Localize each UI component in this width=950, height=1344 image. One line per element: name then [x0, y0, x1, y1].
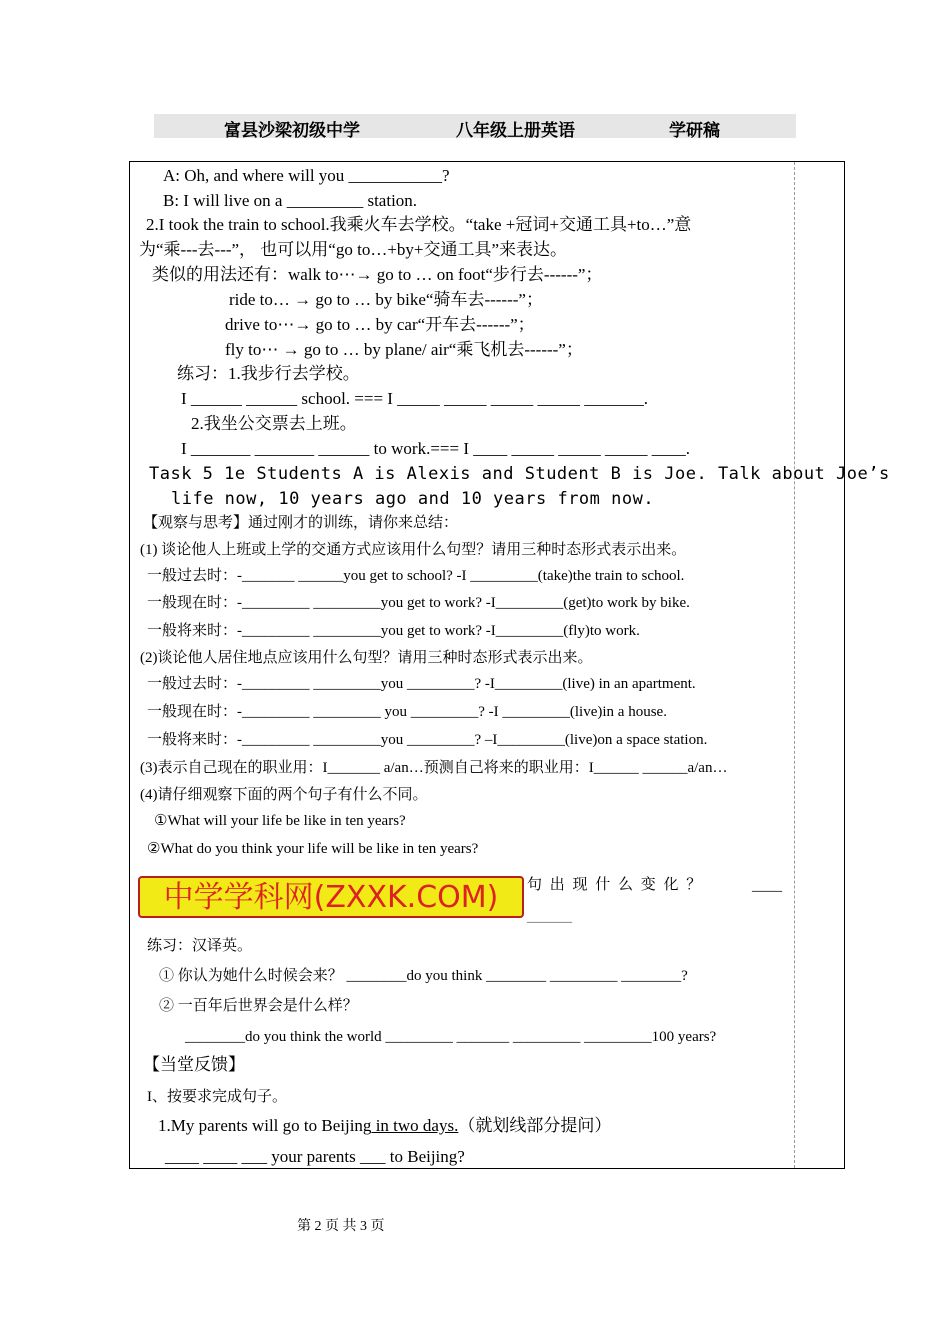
- feedback-q1-blanks: ____ ____ ___ your parents ___ to Beijing?: [165, 1147, 465, 1166]
- q1-future: 一般将来时：-_________ _________you get to work? -I_________(fly)to work.: [147, 623, 640, 639]
- usage-ride: ride to… → go to … by bike“骑车去------”；: [229, 290, 543, 309]
- feedback-q1-instruction: （就划线部分提问）: [458, 1116, 612, 1135]
- sentence-2: ②What do you think your life will be like in ten years?: [147, 841, 479, 857]
- feedback-section-1: I、按要求完成句子。: [147, 1089, 287, 1105]
- dialog-line-b: B: I will live on a _________ station.: [163, 191, 418, 210]
- q1-present: 一般现在时：-_________ _________you get to work? -I_________(get)to work by bike.: [147, 595, 690, 611]
- translate-1: ① 你认为她什么时候会来？ ________do you think ________ _________ ________?: [159, 968, 688, 984]
- draft-label: 学研稿: [669, 121, 720, 141]
- practice-1-prompt: 练习：1.我步行去学校。: [177, 364, 360, 383]
- q2-future: 一般将来时：-_________ _________you _________? –I_________(live)on a space station.: [147, 732, 708, 748]
- sentence-1: ①What will your life be like in ten years?: [154, 813, 406, 829]
- question-4-blank-2: ______: [527, 909, 572, 925]
- translate-2-blanks: ________do you think the world _________ _______ _________ _________100 years?: [185, 1029, 717, 1045]
- question-4-blank: ____: [752, 878, 782, 894]
- grammar-note-line-2: 为“乘---去---”， 也可以用“go to…+by+交通工具”来表达。: [139, 240, 568, 259]
- question-2: (2)谈论他人居住地点应该用什么句型？请用三种时态形式表示出来。: [140, 650, 593, 666]
- grammar-note-line-1: 2.I took the train to school.我乘火车去学校。“take +冠词+交通工具+to…”意: [146, 215, 692, 234]
- school-name: 富县沙梁初级中学: [224, 121, 360, 141]
- margin-column-divider: [794, 162, 795, 1168]
- usage-walk: 类似的用法还有：walk to⋯→ go to … on foot“步行去------”；: [152, 265, 603, 284]
- q2-past: 一般过去时：-_________ _________you _________? -I_________(live) in an apartment.: [147, 676, 696, 692]
- usage-fly: fly to⋯ → go to … by plane/ air“乘飞机去------”；: [225, 340, 583, 359]
- question-4: (4)请仔细观察下面的两个句子有什么不同。: [140, 787, 428, 803]
- dialog-line-a: A: Oh, and where will you ___________?: [163, 166, 450, 185]
- question-3: (3)表示自己现在的职业用：I_______ a/an…预测自己将来的职业用：I______ ______a/an…: [140, 760, 728, 776]
- feedback-q1-sentence: 1.My parents will go to Beijing: [158, 1116, 372, 1135]
- feedback-heading: 【当堂反馈】: [143, 1055, 245, 1074]
- page-footer: 第 2 页 共 3 页: [297, 1219, 385, 1234]
- feedback-q1: [158, 1116, 611, 1136]
- watermark-logo: [138, 876, 524, 918]
- practice-1-blanks: I ______ ______ school. === I _____ _____ _____ _____ _______.: [181, 389, 648, 408]
- q1-past: 一般过去时：-_______ ______you get to school? -I _________(take)the train to school.: [147, 568, 685, 584]
- task-5-line-1: Task 5 1e Students A is Alexis and Student B is Joe. Talk about Joe’s: [149, 464, 890, 484]
- practice-2-blanks: I _______ _______ ______ to work.=== I ____ _____ _____ _____ ____.: [181, 439, 690, 458]
- question-1: (1) 谈论他人上班或上学的交通方式应该用什么句型？请用三种时态形式表示出来。: [140, 542, 687, 558]
- question-4-tail: 句 出 现 什 么 变 化 ？: [527, 877, 704, 893]
- course-name: 八年级上册英语: [456, 121, 575, 141]
- feedback-q1-underlined: in two days.: [371, 1116, 459, 1135]
- translate-2-prompt: ② 一百年后世界会是什么样？: [159, 998, 358, 1014]
- task-5-line-2: life now, 10 years ago and 10 years from now.: [171, 489, 655, 509]
- translate-heading: 练习：汉译英。: [147, 938, 253, 954]
- usage-drive: drive to⋯→ go to … by car“开车去------”；: [225, 315, 535, 334]
- q2-present: 一般现在时：-_________ _________ you _________? -I _________(live)in a house.: [147, 704, 667, 720]
- watermark-text: 中学学科网(ZXXK.COM): [163, 880, 499, 915]
- observe-heading: 【观察与思考】通过刚才的训练，请你来总结：: [143, 515, 459, 531]
- practice-2-prompt: 2.我坐公交票去上班。: [191, 414, 357, 433]
